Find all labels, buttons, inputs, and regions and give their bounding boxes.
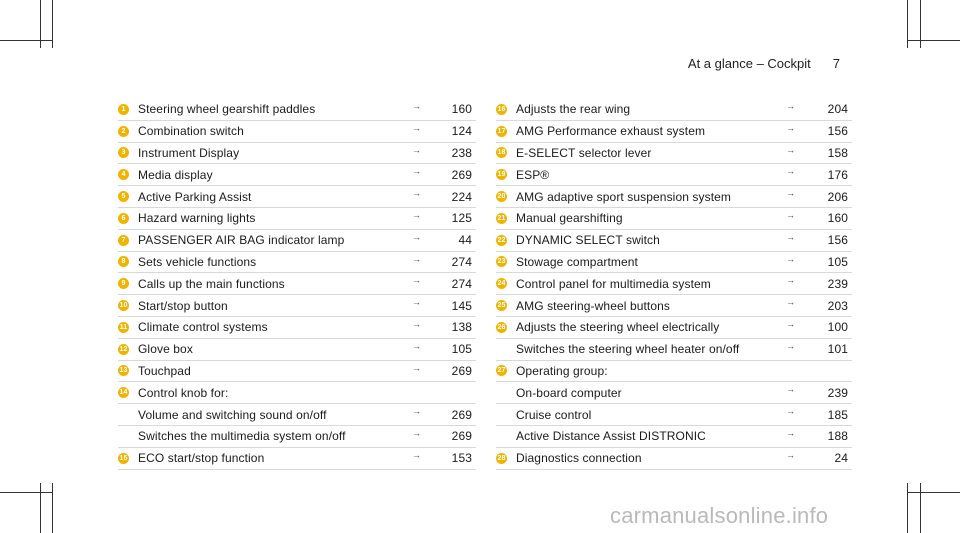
list-item [496, 186, 852, 208]
list-item [118, 230, 476, 252]
item-label: Adjusts the steering wheel electrically [516, 320, 720, 335]
watermark: carmanualsonline.info [610, 503, 829, 528]
item-number-badge: 25 [497, 302, 506, 310]
list-item [496, 448, 852, 470]
list-item [496, 230, 852, 252]
page-reference-link[interactable]: 105 [827, 254, 848, 269]
list-item [118, 339, 476, 361]
item-number-badge: 20 [497, 193, 506, 201]
item-number-badge: 16 [497, 105, 506, 113]
item-label: E-SELECT selector lever [516, 145, 652, 160]
item-label: Volume and switching sound on/off [138, 407, 327, 422]
arrow-right-icon: → [412, 144, 422, 155]
arrow-right-icon: → [412, 122, 422, 133]
page-reference-link[interactable]: 269 [451, 363, 472, 378]
item-label: Active Distance Assist DISTRONIC [516, 429, 706, 444]
item-number-badge: 5 [118, 191, 129, 202]
item-number-badge: 3 [118, 147, 129, 158]
arrow-right-icon: → [786, 166, 796, 177]
arrow-right-icon: → [786, 144, 796, 155]
crop-mark [40, 483, 41, 533]
arrow-right-icon: → [412, 231, 422, 242]
arrow-right-icon: → [786, 231, 796, 242]
item-label: Switches the multimedia system on/off [138, 429, 346, 444]
item-label: Glove box [138, 342, 193, 357]
page-reference-link[interactable]: 206 [827, 189, 848, 204]
arrow-right-icon: → [412, 188, 422, 199]
arrow-right-icon: → [786, 275, 796, 286]
list-item [496, 426, 852, 448]
arrow-right-icon: → [786, 253, 796, 264]
arrow-right-icon: → [412, 275, 422, 286]
item-number-badge: 15 [119, 454, 128, 462]
list-item [496, 99, 852, 121]
item-number-badge: 7 [118, 235, 129, 246]
item-number-badge: 18 [497, 149, 506, 157]
page-reference-link[interactable]: 269 [451, 429, 472, 444]
item-label: Sets vehicle functions [138, 254, 257, 269]
item-number-badge: 22 [497, 236, 506, 244]
arrow-right-icon: → [786, 122, 796, 133]
arrow-right-icon: → [786, 101, 796, 111]
page-reference-link[interactable]: 156 [827, 124, 848, 139]
crop-mark [0, 492, 52, 493]
list-item [496, 382, 852, 404]
arrow-right-icon: → [412, 253, 422, 264]
crop-mark [908, 40, 960, 41]
arrow-right-icon: → [412, 209, 422, 220]
page-reference-link[interactable]: 101 [827, 342, 848, 357]
page-reference-link[interactable]: 156 [827, 233, 848, 248]
page-reference-link[interactable]: 204 [827, 102, 848, 117]
page-reference-link[interactable]: 105 [451, 342, 472, 357]
crop-mark [52, 0, 53, 48]
item-number-badge: 8 [118, 256, 129, 267]
list-item [496, 339, 852, 361]
crop-mark [52, 483, 53, 533]
item-number-badge: 1 [118, 104, 129, 115]
page-reference-link[interactable]: 238 [451, 145, 472, 160]
list-item [496, 361, 852, 383]
item-label: Stowage compartment [516, 254, 638, 269]
arrow-right-icon: → [786, 318, 796, 329]
item-number-badge: 24 [497, 280, 506, 288]
item-label: ECO start/stop function [138, 451, 265, 466]
list-item [118, 317, 476, 339]
arrow-right-icon: → [786, 384, 796, 395]
item-number-badge: 23 [497, 258, 506, 266]
list-item [496, 121, 852, 143]
page-reference-link[interactable]: 269 [451, 167, 472, 182]
arrow-right-icon: → [412, 340, 422, 351]
page-reference-link[interactable]: 224 [451, 189, 472, 204]
item-label: Instrument Display [138, 145, 240, 160]
item-label: Calls up the main functions [138, 276, 285, 291]
arrow-right-icon: → [412, 406, 422, 417]
page-header [688, 56, 840, 71]
item-label: Operating group: [516, 363, 608, 378]
page-reference-link[interactable]: 185 [827, 407, 848, 422]
list-item [118, 361, 476, 383]
item-number-badge: 10 [119, 302, 128, 310]
arrow-right-icon: → [786, 188, 796, 199]
arrow-right-icon: → [412, 297, 422, 308]
arrow-right-icon: → [412, 318, 422, 329]
item-label: Media display [138, 167, 213, 182]
item-label: Cruise control [516, 407, 592, 422]
item-label: On-board computer [516, 385, 622, 400]
page-reference-link[interactable]: 44 [458, 233, 472, 248]
arrow-right-icon: → [786, 406, 796, 417]
page-reference-link[interactable]: 203 [827, 298, 848, 313]
arrow-right-icon: → [412, 449, 422, 460]
list-item [118, 426, 476, 448]
crop-mark [920, 483, 921, 533]
page-reference-link[interactable]: 274 [451, 276, 472, 291]
list-item [118, 208, 476, 230]
item-number-badge: 9 [118, 278, 129, 289]
page-reference-link[interactable]: 24 [834, 451, 848, 466]
page-reference-link[interactable]: 188 [827, 429, 848, 444]
list-item [118, 121, 476, 143]
page-reference-link[interactable]: 153 [451, 451, 472, 466]
item-label: Combination switch [138, 124, 244, 139]
list-item [496, 208, 852, 230]
item-number-badge: 11 [119, 323, 128, 331]
item-number-badge: 17 [497, 127, 506, 135]
item-number-badge: 19 [497, 171, 506, 179]
header-title: At a glance – Cockpit [687, 56, 811, 71]
item-label: AMG Performance exhaust system [516, 124, 706, 139]
list-item [118, 448, 476, 470]
page-reference-link[interactable]: 269 [451, 407, 472, 422]
item-label: Active Parking Assist [138, 189, 252, 204]
list-item [496, 317, 852, 339]
arrow-right-icon: → [786, 209, 796, 220]
arrow-right-icon: → [786, 427, 796, 438]
page-reference-link[interactable]: 160 [451, 102, 472, 117]
crop-mark [908, 492, 960, 493]
item-number-badge: 27 [497, 367, 506, 375]
list-item [496, 143, 852, 165]
item-number-badge: 12 [119, 345, 128, 353]
item-number-badge: 13 [119, 367, 128, 375]
list-item [118, 295, 476, 317]
item-label: PASSENGER AIR BAG indicator lamp [138, 233, 345, 248]
list-item [496, 164, 852, 186]
item-label: Manual gearshifting [516, 211, 623, 226]
list-item [496, 404, 852, 426]
arrow-right-icon: → [412, 427, 422, 438]
list-item [118, 252, 476, 274]
item-number-badge: 26 [497, 323, 506, 331]
list-item [118, 404, 476, 426]
item-label: Start/stop button [138, 298, 228, 313]
list-item [496, 252, 852, 274]
list-item [118, 99, 476, 121]
left-column [118, 99, 476, 470]
page-reference-link[interactable]: 145 [451, 298, 472, 313]
item-label: Diagnostics connection [516, 451, 642, 466]
page-reference-link[interactable]: 100 [827, 320, 848, 335]
item-label: Touchpad [138, 363, 191, 378]
page-reference-link[interactable]: 239 [827, 385, 848, 400]
item-number-badge: 2 [118, 126, 129, 137]
page-reference-link[interactable]: 274 [451, 254, 472, 269]
item-label: Switches the steering wheel heater on/off [516, 342, 740, 357]
item-label: DYNAMIC SELECT switch [516, 233, 660, 248]
item-label: Steering wheel gearshift paddles [138, 102, 316, 117]
item-label: Control panel for multimedia system [516, 276, 711, 291]
arrow-right-icon: → [786, 297, 796, 308]
list-item [118, 186, 476, 208]
page-reference-link[interactable]: 239 [827, 276, 848, 291]
item-number-badge: 21 [497, 214, 506, 222]
page-reference-link[interactable]: 158 [827, 145, 848, 160]
page-reference-link[interactable]: 160 [827, 211, 848, 226]
item-label: Control knob for: [138, 385, 229, 400]
page-reference-link[interactable]: 124 [451, 124, 472, 139]
item-label: AMG adaptive sport suspension system [516, 189, 732, 204]
right-column [496, 99, 852, 470]
item-label: Climate control systems [138, 320, 268, 335]
item-number-badge: 14 [119, 389, 128, 397]
page-reference-link[interactable]: 176 [827, 167, 848, 182]
page-reference-link[interactable]: 125 [451, 211, 472, 226]
item-number-badge: 28 [497, 454, 506, 462]
list-item [118, 164, 476, 186]
item-label: Hazard warning lights [138, 211, 256, 226]
list-item [496, 273, 852, 295]
arrow-right-icon: → [412, 166, 422, 177]
page-number: 7 [832, 56, 840, 71]
item-label: ESP® [516, 167, 550, 182]
item-label: AMG steering-wheel buttons [516, 298, 671, 313]
crop-mark [0, 40, 52, 41]
arrow-right-icon: → [786, 340, 796, 351]
page-reference-link[interactable]: 138 [451, 320, 472, 335]
arrow-right-icon: → [786, 449, 796, 460]
list-item [496, 295, 852, 317]
arrow-right-icon: → [412, 101, 422, 111]
crop-mark [907, 483, 908, 533]
list-item [118, 382, 476, 404]
list-item [118, 273, 476, 295]
item-number-badge: 4 [118, 169, 129, 180]
arrow-right-icon: → [412, 362, 422, 373]
item-label: Adjusts the rear wing [516, 102, 631, 117]
list-item [118, 143, 476, 165]
item-number-badge: 6 [118, 213, 129, 224]
